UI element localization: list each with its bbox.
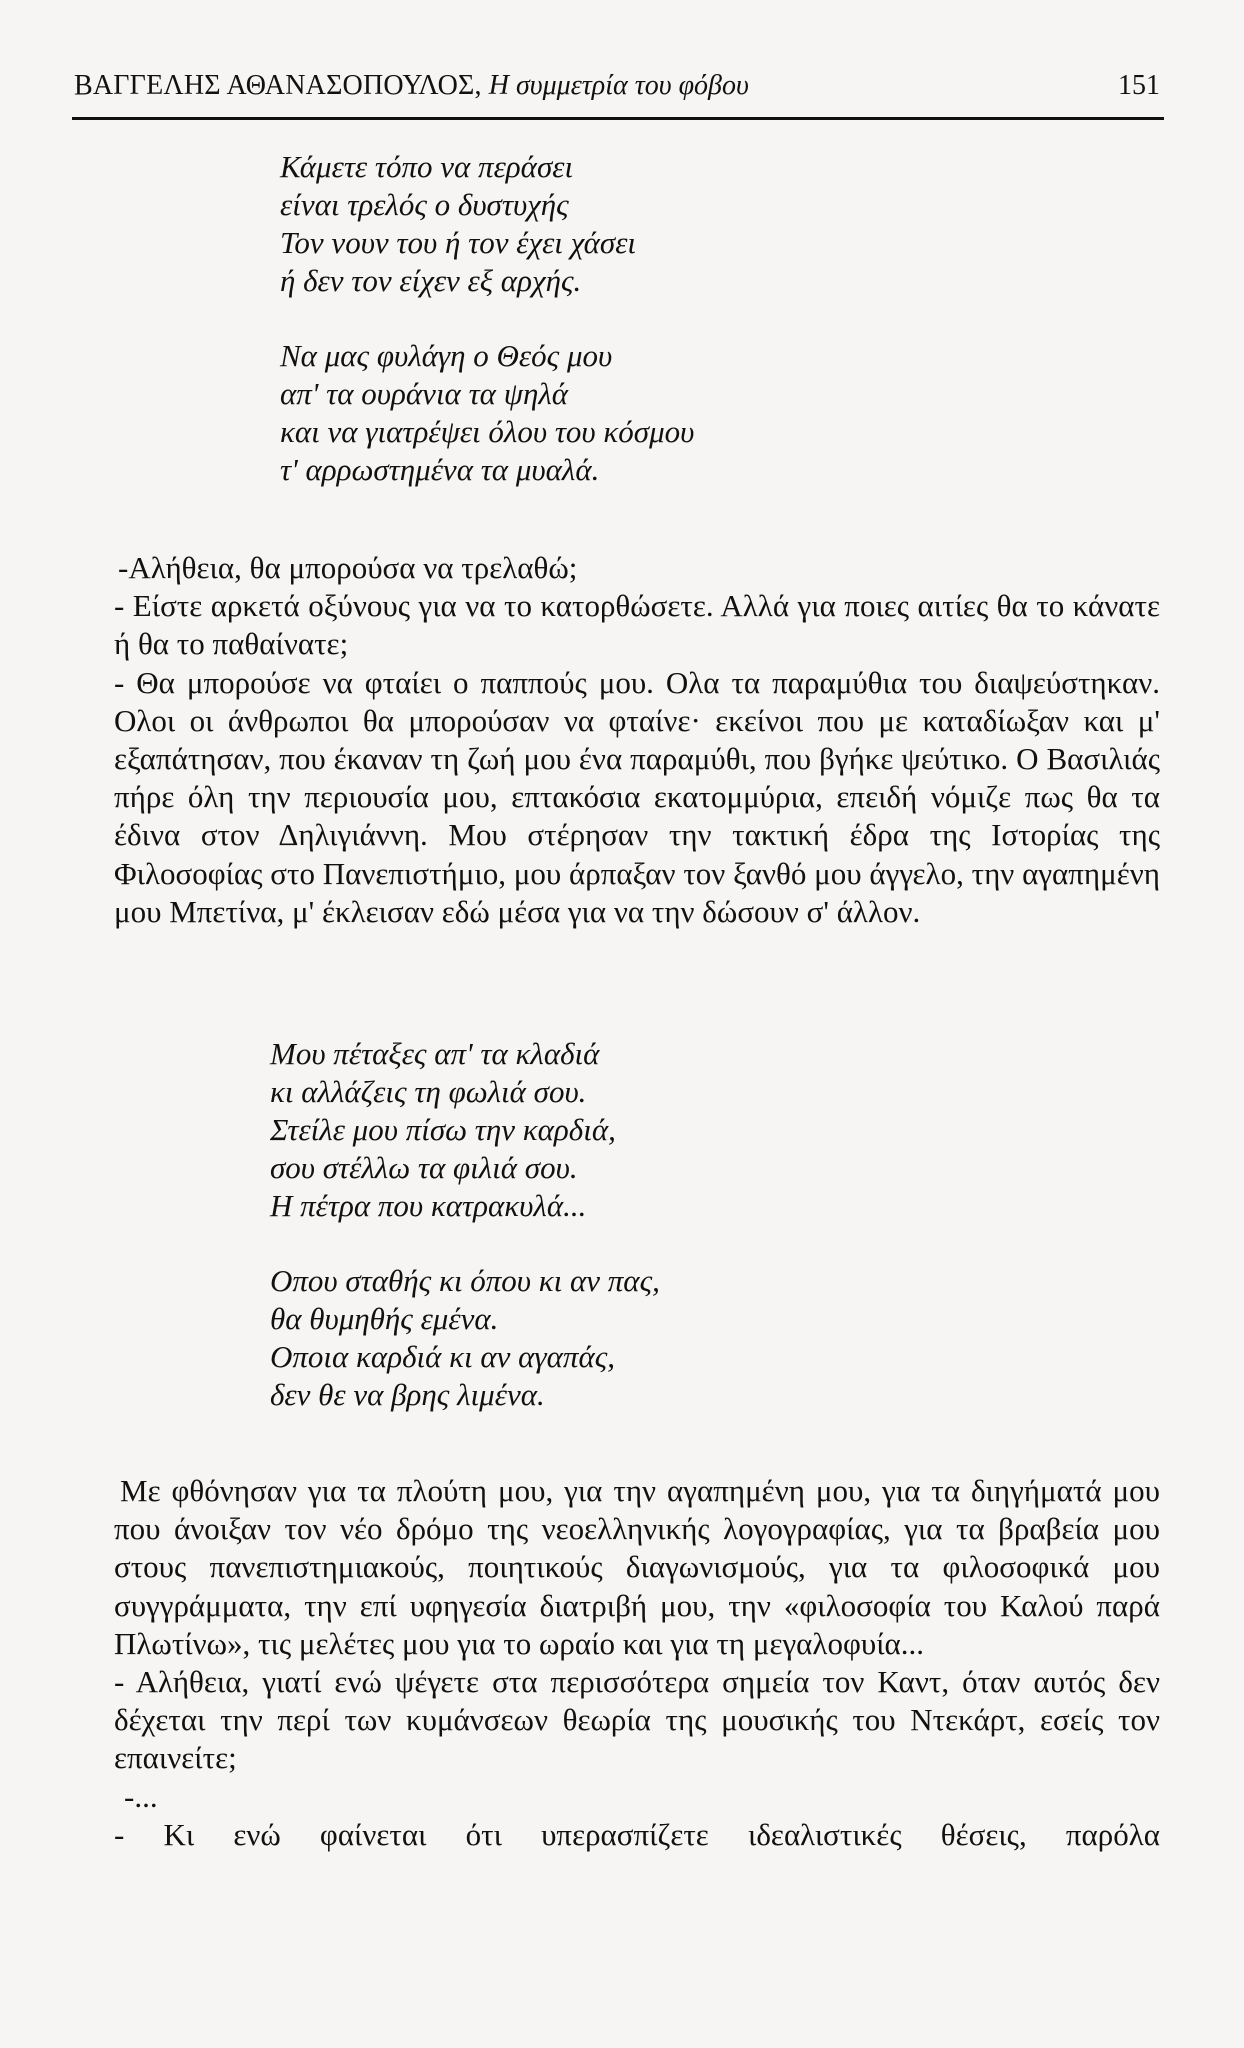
header-book-title: Η συμμετρία του φόβου xyxy=(488,70,749,101)
poem-line: σου στέλλω τα φιλιά σου. xyxy=(270,1150,578,1185)
stanza-gap xyxy=(280,300,694,337)
poem-1 xyxy=(280,148,694,489)
dialogue-paragraph: - Είστε αρκετά οξύνους για να το κατορθώσετε. Αλλά για ποιες αιτίες θα το κάνατε ή θα το παθαίνατε; xyxy=(114,588,1160,662)
poem-line: ή δεν τον είχεν εξ αρχής. xyxy=(280,263,582,298)
poem-line: δεν θε να βρης λιμένα. xyxy=(270,1377,545,1412)
poem-line: Να μας φυλάγη ο Θεός μου xyxy=(280,338,613,373)
poem-line: Η πέτρα που κατρακυλά... xyxy=(270,1188,587,1223)
poem-line: Τον νουν του ή τον έχει χάσει xyxy=(280,225,637,260)
poem-line: Μου πέταξες απ' τα κλαδιά xyxy=(270,1036,600,1071)
dialogue-paragraph: -Αλήθεια, θα μπορούσα να τρελαθώ; xyxy=(118,550,578,585)
poem-line: και να γιατρέψει όλου του κόσμου xyxy=(280,414,695,449)
prose-paragraph: Με φθόνησαν για τα πλούτη μου, για την αγαπημένη μου, για τα διηγήματά μου που άνοιξαν τον νέο δρόμο της νεοελληνικής λογογραφίας, για τα βραβεία μου στους πανεπιστημιακούς, ποιητικούς διαγωνισμούς, για τα φιλοσοφικά μου συγγράμματα, την επί υφηγεσία διατριβή μου, την «φιλοσοφία του Καλού παρά Πλωτίνω», τις μελέτες μου για το ωραίο και για τη μεγαλοφυία... xyxy=(114,1473,1160,1661)
poem-line: είναι τρελός ο δυστυχής xyxy=(280,187,569,222)
poem-line: απ' τα ουράνια τα ψηλά xyxy=(280,376,569,411)
poem-line: κι αλλάζεις τη φωλιά σου. xyxy=(270,1074,587,1109)
page-number: 151 xyxy=(1118,70,1160,101)
prose-block-2 xyxy=(114,1472,1160,1854)
header-author: ΒΑΓΓΕΛΗΣ ΑΘΑΝΑΣΟΠΟΥΛΟΣ, xyxy=(74,70,482,101)
dialogue-paragraph: - Κι ενώ φαίνεται ότι υπερασπίζετε ιδεαλιστικές θέσεις, παρόλα xyxy=(114,1816,1160,1852)
poem-line: τ' αρρωστημένα τα μυαλά. xyxy=(280,452,600,487)
dialogue-paragraph: -... xyxy=(124,1778,158,1814)
poem-line: Οποια καρδιά κι αν αγαπάς, xyxy=(270,1339,616,1374)
poem-line: Οπου σταθής κι όπου κι αν πας, xyxy=(270,1263,660,1298)
header-rule xyxy=(72,117,1164,120)
poem-line: Στείλε μου πίσω την καρδιά, xyxy=(270,1112,616,1147)
running-header xyxy=(74,64,1160,108)
poem-line: Κάμετε τόπο να περάσει xyxy=(280,149,574,184)
dialogue-paragraph: - Αλήθεια, γιατί ενώ ψέγετε στα περισσότερα σημεία τον Καντ, όταν αυτός δεν δέχεται την περί των κυμάνσεων θεωρία της μουσικής του Ντεκάρτ, εσείς τον επαινείτε; xyxy=(114,1664,1160,1776)
dialogue-paragraph: - Θα μπορούσε να φταίει ο παππούς μου. Ολα τα παραμύθια του διαψεύστηκαν. Ολοι οι άνθρωποι θα μπορούσαν να φταίνε· εκείνοι που με καταδίωξαν και μ' εξαπάτησαν, που έκαναν τη ζωή μου ένα παραμύθι, που βγήκε ψεύτικο. Ο Βασιλιάς πήρε όλη την περιουσία μου, επτακόσια εκατομμύρια, επειδή νόμιζε πως θα τα έδινα στον Δηλιγιάννη. Μου στέρησαν την τακτική έδρα της Ιστορίας της Φιλοσοφίας στο Πανεπιστήμιο, μου άρπαξαν τον ξανθό μου άγγελο, την αγαπημένη μου Μπετίνα, μ' έκλεισαν εδώ μέσα για να την δώσουν σ' άλλον. xyxy=(114,664,1160,929)
poem-line: θα θυμηθής εμένα. xyxy=(270,1301,499,1336)
prose-block-1 xyxy=(114,549,1160,931)
stanza-gap xyxy=(270,1225,660,1262)
poem-2 xyxy=(270,1035,660,1414)
